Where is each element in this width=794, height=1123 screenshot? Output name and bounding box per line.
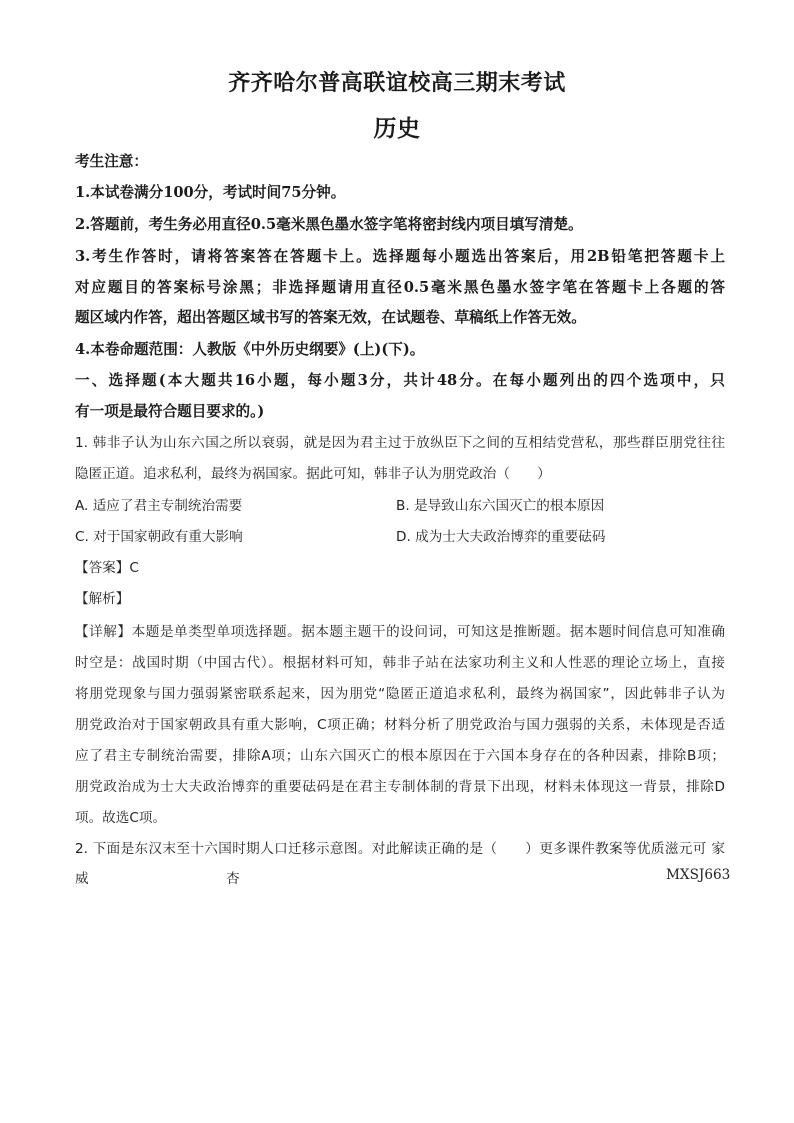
q1-option-d: D. 成为士大夫政治博弈的重要砝码 [396,529,606,545]
q1-detail-line6: 朋党政治成为士大夫政治博弈的重要砝码是在君主专制体制的背景下出现，材料未体现这一背景，排除D [75,779,725,795]
note-2: 2.答题前，考生务必用直径0.5毫米黑色墨水签字笔将密封线内项目填写清楚。 [75,216,583,233]
note-4: 4.本卷命题范围：人教版《中外历史纲要》(上)(下)。 [75,341,425,358]
note-3-line1: 3.考生作答时，请将答案答在答题卡上。选择题每小题选出答案后，用2B铅笔把答题卡上 [75,248,725,265]
answer-value: C [129,560,139,576]
q1-stem-line1: 1. 韩非子认为山东六国之所以衰弱，就是因为君主过于放纵臣下之间的互相结党营私，那些群臣朋党往往 [75,435,725,451]
footer-left-text: 威 [75,871,89,887]
note-3-line3: 题区域内作答，超出答题区域书写的答案无效，在试题卷、草稿纸上作答无效。 [75,309,586,326]
exam-title: 齐齐哈尔普高联谊校高三期末考试 [228,70,566,96]
q1-stem-line2: 隐匿正道。追求私利，最终为祸国家。据此可知，韩非子认为朋党政治（ ） [75,466,551,482]
q1-option-a: A. 适应了君主专制统治需要 [75,498,243,514]
note-1: 1.本试卷满分100分，考试时间75分钟。 [75,184,346,201]
q1-detail-line7: 项。故选C项。 [75,810,167,826]
q2-stem: 2. 下面是东汉末至十六国时期人口迁移示意图。对此解读正确的是（ ）更多课件教案等优质滋元可 家 [75,841,725,857]
section-heading-line1: 一、选择题(本大题共16小题，每小题3分，共计48分。在每小题列出的四个选项中，只 [75,372,725,389]
note-3-line2: 对应题目的答案标号涂黑；非选择题请用直径0.5毫米黑色墨水签字笔在答题卡上各题的答 [75,279,725,296]
q1-detail-line5: 应了君主专制统治需要，排除A项；山东六国灭亡的根本原因在于六国本身存在的各种因素，排除B项； [75,748,725,764]
q1-option-b: B. 是导致山东六国灭亡的根本原因 [396,498,605,514]
q1-answer [75,556,139,576]
exam-subject: 历史 [373,115,421,142]
footer-code: MXSJ663 [666,867,731,883]
q1-analysis-label: 【解析】 [75,591,130,607]
footer-mid-text: 杏 [226,871,240,887]
q1-detail-line1: 【详解】本题是单类型单项选择题。据本题主题干的设问词，可知这是推断题。据本题时间信息可知准确 [75,624,725,640]
section-heading-line2: 有一项是最符合题目要求的。) [75,403,265,420]
q1-detail-line2: 时空是：战国时期（中国古代）。根据材料可知，韩非子站在法家功利主义和人性恶的理论立场上，直接 [75,655,725,671]
q1-detail-line3: 将朋党现象与国力强弱紧密联系起来，因为朋党“隐匿正道追求私利，最终为祸国家”，因此韩非子认为 [75,686,725,702]
q1-detail-line4: 朋党政治对于国家朝政具有重大影响，C项正确；材料分析了朋党政治与国力强弱的关系，未体现是否适 [75,717,725,733]
answer-label: 【答案】 [75,560,130,576]
q1-option-c: C. 对于国家朝政有重大影响 [75,529,243,545]
notes-heading: 考生注意： [75,153,148,170]
